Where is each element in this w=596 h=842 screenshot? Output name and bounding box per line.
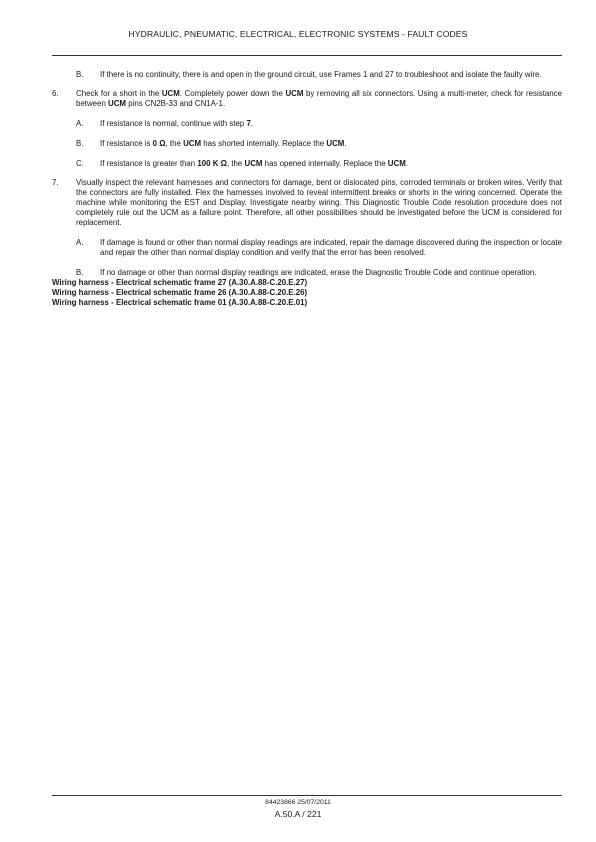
substep-text: If resistance is 0 Ω, the UCM has shorted internally. Replace the UCM. [100,139,347,148]
substep-marker: C. [76,159,84,168]
related-link-frame-26[interactable]: Wiring harness - Electrical schematic frame 26 (A.30.A.88-C.20.E.26) [52,288,308,297]
substep-text: If resistance is greater than 100 K Ω, the UCM has opened internally. Replace the UCM. [100,159,408,168]
step-6-substep-c [52,159,562,169]
step-number: 6. [52,89,59,98]
step-text: Visually inspect the relevant harnesses and connectors for damage, bent or dislocated pins, corroded terminals or broken wires. Verify that the connectors are fully installed. Flex the harnesses involved to reveal intermittent breaks or shorts in the wiring concerned. Operate the machine while monitoring the EST and Display. Investigate nearby wiring. This Diagnostic Trouble Code resolution procedure does not completely rule out the UCM as a failure point. Therefore, all other possibilities should be investigated before the UCM is considered for replacement. [76,178,562,227]
substep-marker: B. [76,139,84,148]
document-body [52,70,562,308]
related-link-frame-01[interactable]: Wiring harness - Electrical schematic frame 01 (A.30.A.88-C.20.E.01) [52,298,308,307]
step-6 [52,89,562,109]
header-divider [52,55,562,56]
substep-marker: A. [76,238,84,247]
substep-text: If there is no continuity, there is and open in the ground circuit, use Frames 1 and 27 to troubleshoot and isolate the faulty wire. [100,70,542,79]
substep-marker: B. [76,70,84,79]
footer-divider [52,795,562,796]
step-7-substep-a [52,238,562,258]
substep-marker: A. [76,119,84,128]
related-link-frame-27[interactable]: Wiring harness - Electrical schematic frame 27 (A.30.A.88-C.20.E.27) [52,278,308,287]
step-7 [52,178,562,228]
footer-document-reference: 84423866 25/07/2011 [265,799,331,806]
related-links [52,278,562,308]
step-text: Check for a short in the UCM. Completely power down the UCM by removing all six connectors. Using a multi-meter, check for resistance between UCM pins CN2B-33 and CN1A-1. [76,89,562,108]
substep-text: If resistance is normal, continue with step 7. [100,119,254,128]
step-number: 7. [52,178,59,187]
substep-text: If damage is found or other than normal display readings are indicated, repair the damage discovered during the inspection or locate and repair the other than normal display condition and verify that the error has been resolved. [100,238,562,257]
footer-page-number: A.50.A / 221 [274,809,322,819]
page-header-title: HYDRAULIC, PNEUMATIC, ELECTRICAL, ELECTRONIC SYSTEMS - FAULT CODES [128,29,468,39]
step-5-substep-b [52,70,562,80]
step-6-substep-a [52,119,562,129]
substep-text: If no damage or other than normal display readings are indicated, erase the Diagnostic Trouble Code and continue operation. [100,268,537,277]
step-7-substep-b [52,268,562,278]
substep-marker: B. [76,268,84,277]
step-6-substep-b [52,139,562,149]
